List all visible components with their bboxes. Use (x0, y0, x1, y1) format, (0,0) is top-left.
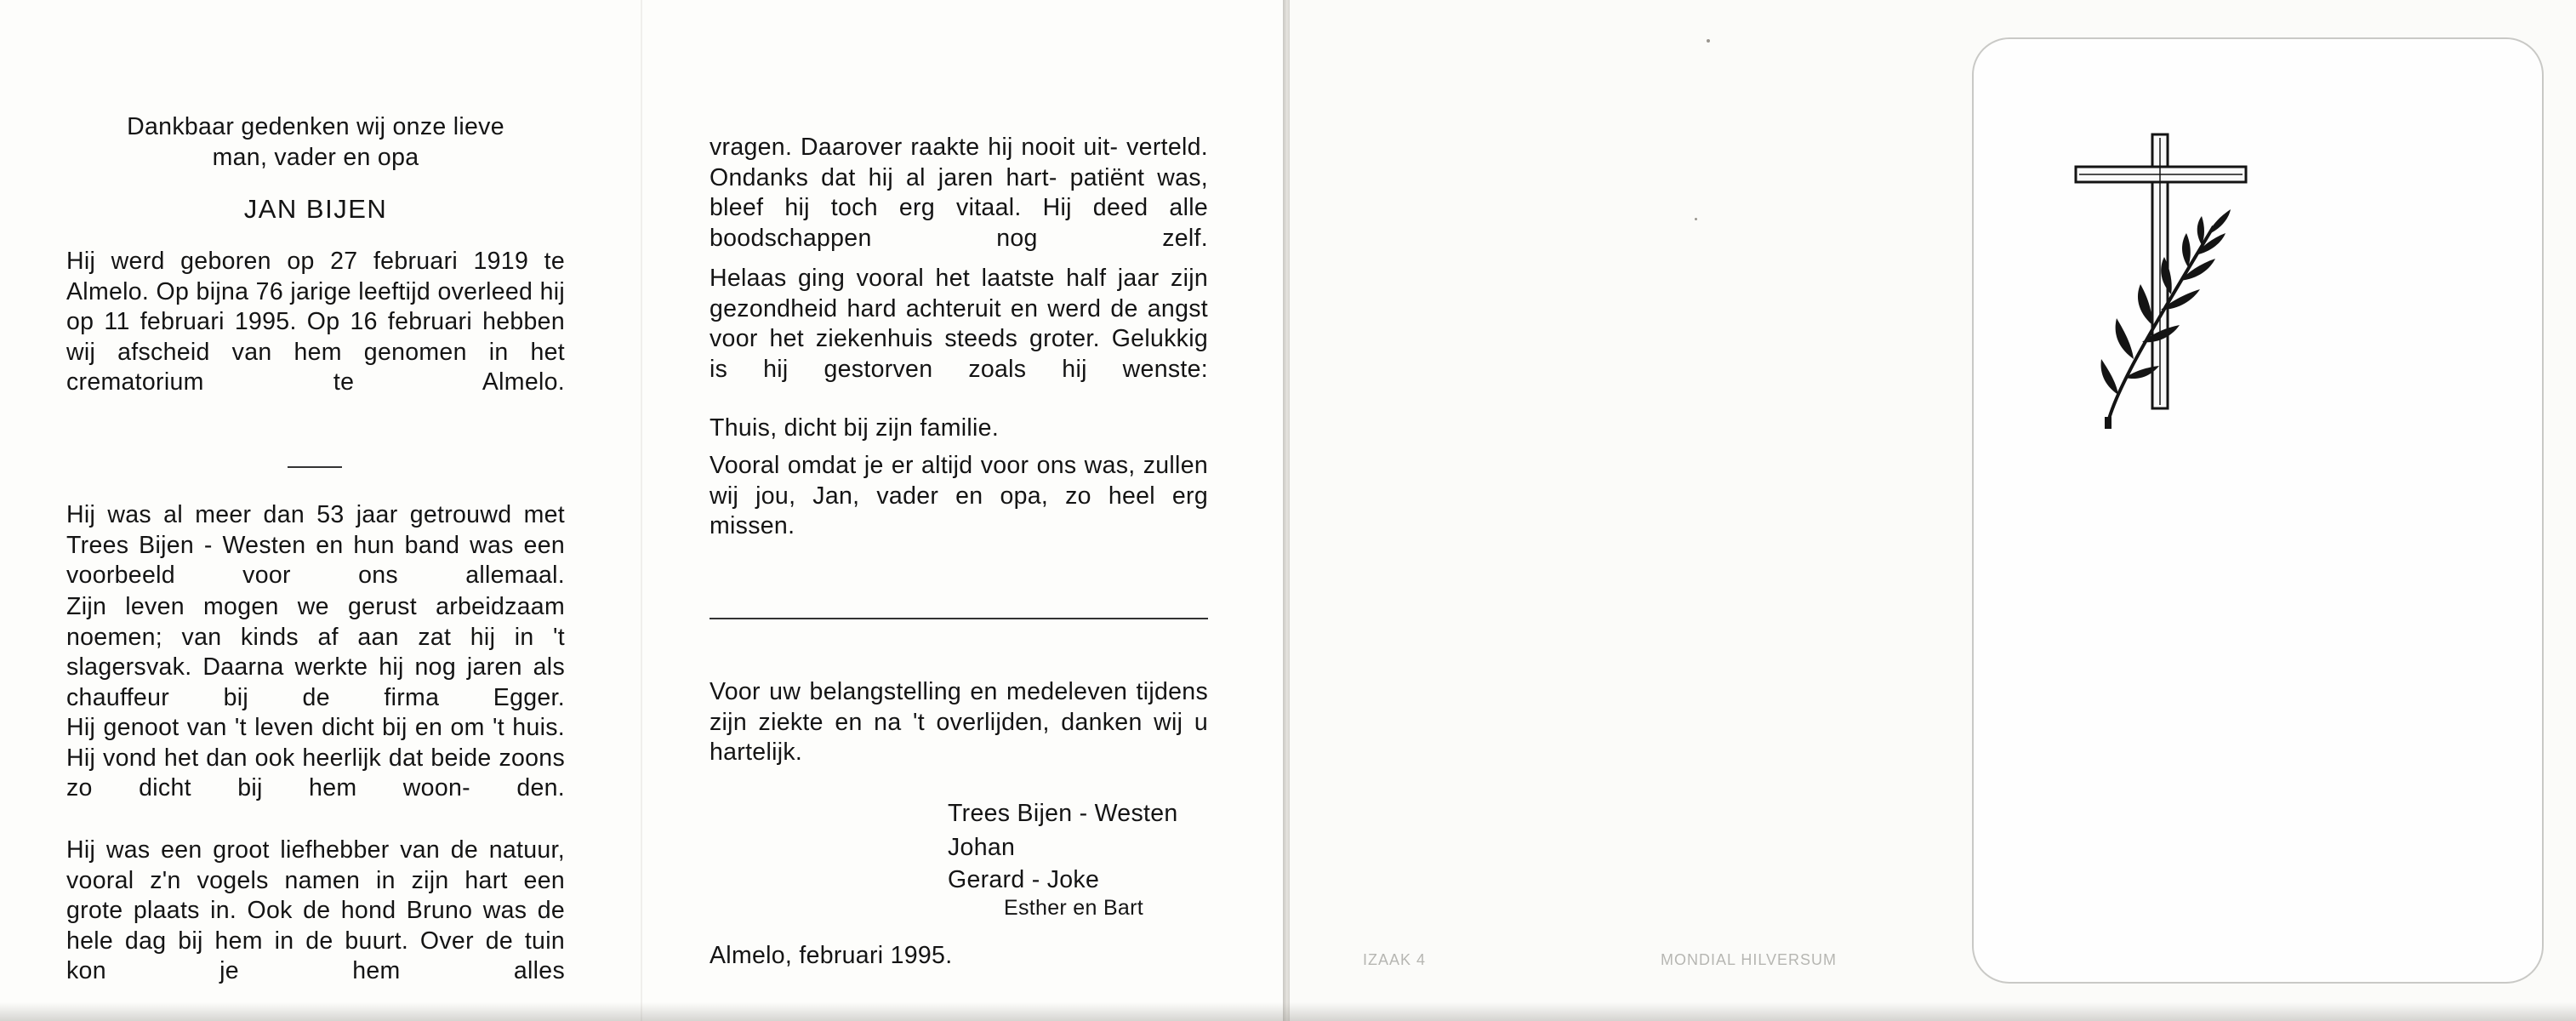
imprint-printer: MONDIAL HILVERSUM (1661, 951, 1838, 968)
signature-3: Gerard - Joke (948, 866, 1100, 893)
deceased-name: JAN BIJEN (243, 194, 388, 224)
short-divider (288, 466, 342, 468)
intro-line-1: Dankbaar gedenken wij onze lieve (127, 113, 504, 140)
inner-card-spread (0, 0, 1283, 1021)
paragraph-marriage: Hij was al meer dan 53 jaar getrouwd met Trees Bijen - Westen en hun band was een voorbeeld voor ons allemaal. (66, 501, 565, 589)
thanks-text: Voor uw belangstelling en medeleven tijdens zijn ziekte en na 't overlijden, danken wij u hartelijk. (710, 678, 1208, 766)
bottom-edge-shadow (0, 1002, 2576, 1021)
paragraph-miss: Vooral omdat je er altijd voor ons was, zullen wij jou, Jan, vader en opa, zo heel erg missen. (710, 452, 1208, 539)
paragraph-health: Helaas ging vooral het laatste half jaar zijn gezondheid hard achteruit en werd de angst voor het ziekenhuis steeds groter. Gelukkig is hij gestorven zoals hij wenste: (710, 265, 1208, 383)
place-date: Almelo, februari 1995. (710, 942, 953, 969)
paper-speck (1695, 218, 1697, 220)
paragraph-nature: Hij was een groot liefhebber van de natuur, vooral z'n vogels namen in zijn hart een grote plaats in. Ook de hond Bruno was de hele dag bij hem in de buurt. Over de tuin kon je hem alles (66, 836, 565, 984)
imprint-code: IZAAK 4 (1363, 951, 1427, 968)
paragraph-birth-death: Hij werd geboren op 27 februari 1919 te Almelo. Op bijna 76 jarige leeftijd overleed hij op 11 februari 1995. Op 16 februari hebben wij afscheid van hem genomen in het crematorium te Almelo. (66, 248, 565, 396)
cross-with-palm-branch-icon (2067, 128, 2263, 434)
long-divider (710, 618, 1208, 619)
card-gap (1283, 0, 1290, 1021)
center-fold (641, 0, 642, 1021)
paragraph-home-family: Thuis, dicht bij zijn familie. (710, 414, 1000, 442)
paragraph-work: Zijn leven mogen we gerust arbeidzaam noemen; van kinds af aan zat hij in 't slagersvak. Daarna werkte hij nog jaren als chauffeur bij de firma Egger. (66, 593, 565, 711)
signature-2: Johan (948, 834, 1016, 861)
signature-grandchildren: Esther en Bart (1004, 896, 1144, 920)
paper-speck (1707, 39, 1710, 43)
intro-line-2: man, vader en opa (212, 144, 419, 171)
paragraph-stories: vragen. Daarover raakte hij nooit uit- verteld. Ondanks dat hij al jaren hart- patiënt was, bleef hij toch erg vitaal. Hij deed alle boodschappen nog zelf. (710, 134, 1208, 252)
signature-1: Trees Bijen - Westen (948, 800, 1178, 827)
paragraph-home: Hij genoot van 't leven dicht bij en om 't huis. Hij vond het dan ook heerlijk dat beide zoons zo dicht bij hem woon- den. (66, 714, 565, 801)
